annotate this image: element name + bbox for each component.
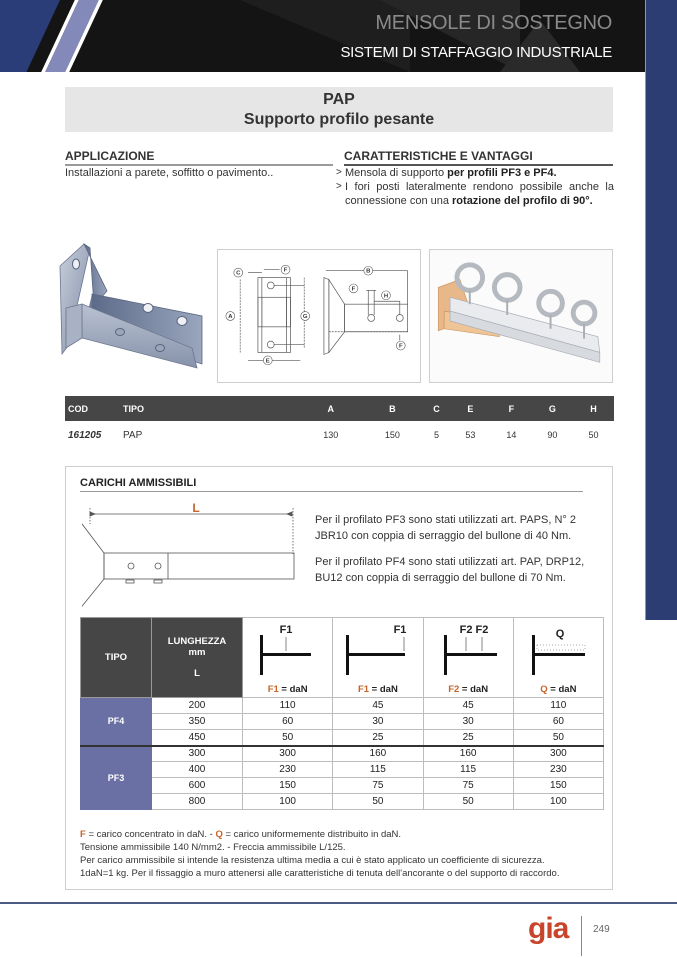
- side-tab-bar: [645, 0, 677, 620]
- cell-load: 75: [423, 778, 513, 794]
- cell-a: 130: [323, 430, 339, 440]
- cell-load: 115: [423, 762, 513, 778]
- group-pf4: PF4: [81, 698, 152, 746]
- product-title-band: [65, 87, 613, 132]
- svg-text:Q: Q: [556, 628, 565, 640]
- q-symbol: Q: [215, 829, 223, 840]
- cell-length: 800: [152, 794, 243, 810]
- col-header-e: E: [450, 396, 491, 421]
- table-row: [81, 698, 604, 714]
- footnote-text: = carico concentrato in daN. -: [85, 829, 216, 840]
- cell-load: 60: [243, 714, 333, 730]
- footnote-line: Tensione ammissibile 140 N/mm2. - Freccia ammissibile L/125.: [80, 842, 346, 853]
- dim-label-f: F: [283, 267, 288, 274]
- table-row: [65, 421, 614, 449]
- cell-tipo: PAP: [123, 429, 143, 441]
- cell-load: 50: [513, 730, 603, 746]
- unit: = daN: [547, 684, 577, 695]
- load-q-distributed-icon: [518, 623, 598, 681]
- col-header-f1-mid: [333, 618, 423, 698]
- cell-load: 160: [333, 746, 423, 762]
- table-header-row: [81, 618, 604, 698]
- col-header-q: [513, 618, 603, 698]
- table-row: [81, 778, 604, 794]
- cell-load: 230: [513, 762, 603, 778]
- col-header-lunghezza: [152, 618, 243, 698]
- cell-load: 45: [333, 698, 423, 714]
- col-header-f: F: [491, 396, 532, 421]
- col-header-f2: [423, 618, 513, 698]
- footer-separator: [581, 916, 582, 956]
- bullet-arrow-icon: >: [336, 181, 342, 192]
- load-f1-tip-icon: [248, 623, 328, 681]
- cell-e: 53: [465, 430, 476, 440]
- col-header-c: C: [423, 396, 450, 421]
- loads-heading: CARICHI AMMISSIBILI: [80, 477, 583, 492]
- item-text: I fori posti lateralmente rendono possibile anche la connessione con una: [345, 181, 614, 207]
- table-header-row: [65, 396, 614, 421]
- beam-diagram: [82, 500, 302, 610]
- symbol: Q: [540, 684, 548, 695]
- cell-c: 5: [433, 430, 439, 440]
- caratteristiche-list: [336, 166, 614, 208]
- cell-load: 150: [513, 778, 603, 794]
- dim-label-c: C: [236, 270, 241, 277]
- loads-notes: [315, 512, 590, 596]
- gia-logo: [528, 912, 574, 948]
- footnotes: [80, 828, 610, 880]
- lunghezza-label: LUNGHEZZA: [167, 636, 227, 647]
- applicazione-text: Installazioni a parete, soffitto o pavimento..: [65, 167, 274, 179]
- installation-image: [429, 249, 613, 383]
- cell-load: 100: [513, 794, 603, 810]
- dim-label-g: G: [302, 313, 308, 320]
- col-header-h: H: [573, 396, 614, 421]
- col-header-tipo: TIPO: [81, 618, 152, 698]
- note-pf4: Per il profilato PF4 sono stati utilizzati art. PAP, DRP12, BU12 con coppia di serraggio del bullone di 70 Nm.: [315, 556, 585, 584]
- dim-label-f: F: [398, 343, 403, 350]
- item-text-bold: rotazione del profilo di 90°.: [452, 195, 593, 207]
- cell-length: 200: [152, 698, 243, 714]
- unit: = daN: [278, 684, 308, 695]
- item-text-bold: per profili PF3 e PF4.: [447, 167, 557, 179]
- svg-text:gia: gia: [528, 912, 569, 945]
- loads-table: [80, 617, 604, 810]
- dim-label-b: B: [366, 268, 371, 275]
- col-header-tipo: TIPO: [120, 396, 300, 421]
- svg-text:F1: F1: [393, 624, 407, 636]
- product-photo: [52, 236, 212, 386]
- cell-load: 100: [243, 794, 333, 810]
- group-pf3: PF3: [81, 746, 152, 810]
- note-pf3: Per il profilato PF3 sono stati utilizzati art. PAPS, N° 2 JBR10 con coppia di serraggio del bullone di 40 Nm.: [315, 514, 576, 542]
- cell-length: 400: [152, 762, 243, 778]
- cell-load: 25: [333, 730, 423, 746]
- table-row: [81, 762, 604, 778]
- dim-label-e: E: [265, 358, 270, 365]
- col-header-cod: COD: [65, 396, 120, 421]
- length-symbol: L: [194, 668, 200, 679]
- product-code: PAP: [323, 91, 355, 108]
- list-item: [336, 166, 614, 180]
- table-row: [81, 714, 604, 730]
- col-header-b: B: [362, 396, 424, 421]
- footnote-text: = carico uniformemente distribuito in daN.: [222, 829, 402, 840]
- dim-label-f: F: [351, 286, 356, 293]
- table-row: [81, 746, 604, 762]
- cell-length: 450: [152, 730, 243, 746]
- symbol: F1: [267, 684, 279, 695]
- svg-text:F2 F2: F2 F2: [459, 624, 489, 636]
- cell-load: 60: [513, 714, 603, 730]
- footnote-line: Per carico ammissibile si intende la resistenza ultima media a cui è stato applicato un coefficiente di sicurezza.: [80, 855, 545, 866]
- cell-length: 350: [152, 714, 243, 730]
- cell-h: 50: [588, 430, 599, 440]
- caratteristiche-heading: CARATTERISTICHE E VANTAGGI: [344, 149, 613, 166]
- cell-load: 30: [333, 714, 423, 730]
- col-header-f1-end: [243, 618, 333, 698]
- specification-table: [65, 396, 614, 449]
- cell-load: 50: [423, 794, 513, 810]
- load-f2-icon: [428, 623, 508, 681]
- cell-load: 160: [423, 746, 513, 762]
- page-header: [0, 0, 645, 72]
- length-label: L: [192, 501, 200, 515]
- cell-load: 150: [243, 778, 333, 794]
- footnote-line: 1daN=1 kg. Per il fissaggio a muro attenersi alle caratteristiche di tenuta dell'ancorante o del supporto di raccordo.: [80, 868, 560, 879]
- footer-divider: [0, 902, 677, 904]
- col-header-g: G: [532, 396, 573, 421]
- cell-g: 90: [547, 430, 558, 440]
- cell-load: 75: [333, 778, 423, 794]
- col-header-a: A: [300, 396, 362, 421]
- cell-load: 230: [243, 762, 333, 778]
- section-subtitle: SISTEMI DI STAFFAGGIO INDUSTRIALE: [340, 44, 612, 61]
- cell-length: 300: [152, 746, 243, 762]
- header-decoration: [380, 0, 520, 72]
- section-title: MENSOLE DI SOSTEGNO: [375, 12, 612, 34]
- bullet-arrow-icon: >: [336, 167, 342, 178]
- unit: = daN: [459, 684, 489, 695]
- cell-length: 600: [152, 778, 243, 794]
- footnote-line: [80, 828, 610, 841]
- product-name: Supporto profilo pesante: [243, 111, 435, 128]
- f-symbol: F: [80, 829, 86, 840]
- symbol: F2: [448, 684, 460, 695]
- dim-label-a: A: [228, 313, 233, 320]
- load-f1-end-icon: [338, 623, 418, 681]
- symbol: F1: [357, 684, 370, 695]
- cell-b: 150: [384, 430, 400, 440]
- cell-load: 115: [333, 762, 423, 778]
- cell-load: 110: [513, 698, 603, 714]
- unit-label: mm: [188, 647, 206, 658]
- cell-cod: 161205: [68, 429, 102, 441]
- technical-drawing: [217, 249, 421, 383]
- cell-load: 300: [513, 746, 603, 762]
- cell-load: 50: [333, 794, 423, 810]
- applicazione-heading: APPLICAZIONE: [65, 149, 333, 166]
- cell-load: 30: [423, 714, 513, 730]
- item-text: Mensola di supporto: [345, 167, 448, 179]
- table-row: [81, 730, 604, 746]
- dim-label-h: H: [383, 293, 389, 300]
- page-number: 249: [593, 924, 610, 935]
- cell-load: 50: [243, 730, 333, 746]
- cell-load: 110: [243, 698, 333, 714]
- list-item: [336, 180, 614, 208]
- cell-load: 45: [423, 698, 513, 714]
- cell-f: 14: [506, 430, 517, 440]
- unit: = daN: [369, 684, 398, 695]
- table-row: [81, 794, 604, 810]
- cell-load: 300: [243, 746, 333, 762]
- svg-text:F1: F1: [279, 624, 293, 636]
- cell-load: 25: [423, 730, 513, 746]
